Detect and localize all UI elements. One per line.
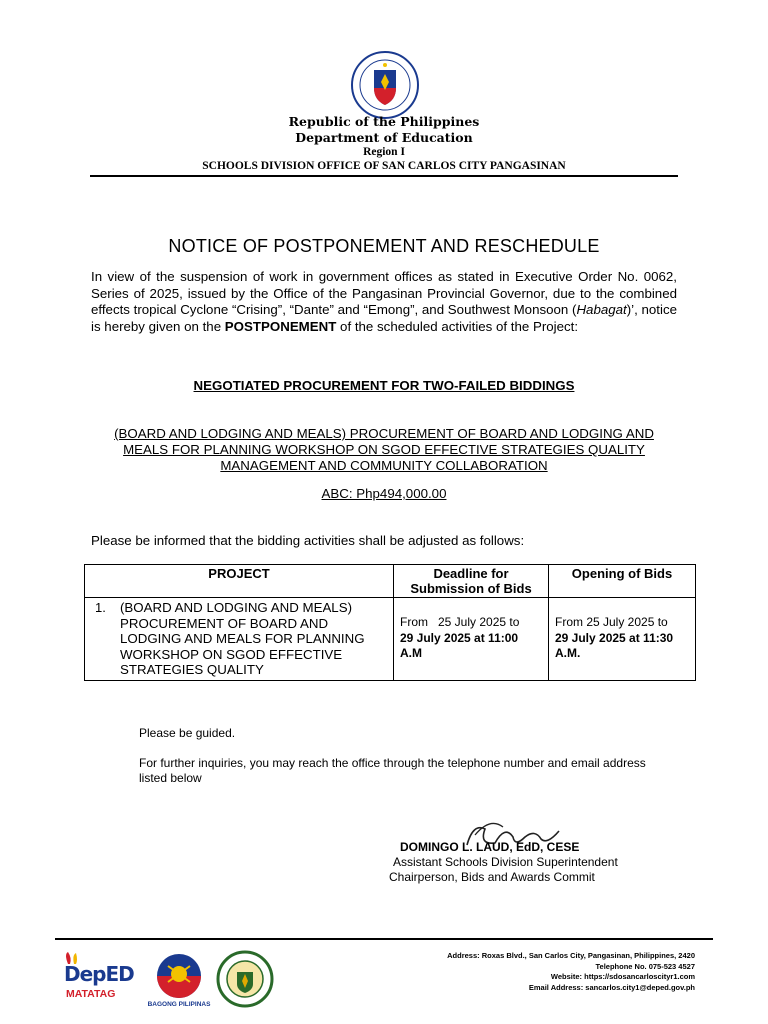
header-department: Department of Education (295, 130, 473, 145)
header-republic: Republic of the Philippines (288, 114, 480, 129)
cell-opening: From 25 July 2025 to 29 July 2025 at 11:30 A.M. (549, 598, 696, 681)
deped-seal-logo (350, 50, 420, 120)
project-title-line: MANAGEMENT AND COMMUNITY COLLABORATION (220, 458, 548, 473)
header-project: PROJECT (85, 565, 394, 598)
footer-telephone: Telephone No. 075-523 4527 (595, 961, 695, 971)
bagong-pilipinas-logo (146, 952, 212, 1012)
deped-matatag-logo (60, 952, 140, 1012)
project-title-line: MEALS FOR PLANNING WORKSHOP ON SGOD EFFECTIVE STRATEGIES QUALITY (123, 442, 645, 457)
cell-project (85, 598, 394, 681)
footer-contact (447, 951, 695, 993)
row-project: (BOARD AND LODGING AND MEALS) PROCUREMENT OF BOARD AND LODGING AND MEALS FOR PLANNING WORKSHOP ON SGOD EFFECTIVE STRATEGIES QUALITY (120, 600, 365, 677)
table-row (85, 598, 696, 681)
inquiries-text: For further inquiries, you may reach the office through the telephone number and email address listed below (139, 756, 646, 785)
header-deadline: Deadline for Submission of Bids (394, 565, 549, 598)
footer-email: Email Address: sancarlos.city1@deped.gov.ph (528, 982, 695, 992)
bidding-schedule-table (84, 564, 696, 681)
table-header-row (85, 565, 696, 598)
abc-amount: ABC: Php494,000.00 (321, 486, 447, 501)
intro-paragraph: In view of the suspension of work in government offices as stated in Executive Order No. 0062, Series of 2025, issued by the Office of the Pangasinan Provincial Governor, due to the combined effects tropical Cyclone “Crising”, “Dante” and “Emong”, and Southwest Monsoon (Habagat)’, notice is hereby given on the POSTPONEMENT of the scheduled activities of the Project: (91, 269, 678, 334)
deped-wordmark: DepED (64, 962, 134, 986)
footer-website: Website: https://sdosancarloscityr1.com (550, 972, 695, 981)
guided-text: Please be guided. (139, 726, 236, 740)
signatory-title: Assistant Schools Division Superintendent (393, 855, 618, 869)
sdo-seal-logo (216, 950, 274, 1008)
bagong-pilipinas-text: BAGONG PILIPINAS (147, 1001, 211, 1008)
adjust-text: Please be informed that the bidding activities shall be adjusted as follows: (91, 533, 525, 548)
project-title (0, 426, 768, 474)
footer-address: Address: Roxas Blvd., San Carlos City, Pangasinan, Philippines, 2420 (447, 951, 695, 960)
procurement-mode: NEGOTIATED PROCUREMENT FOR TWO-FAILED BIDDINGS (193, 378, 575, 393)
header-sdo: SCHOOLS DIVISION OFFICE OF SAN CARLOS CITY PANGASINAN (202, 160, 566, 172)
header-divider (90, 175, 678, 177)
signatory-name: DOMINGO L. LAUD, EdD, CESE (400, 840, 580, 854)
footer-divider (55, 938, 713, 940)
header-region: Region I (363, 146, 405, 158)
header-opening: Opening of Bids (549, 565, 696, 598)
matatag-wordmark: MATATAG (66, 988, 116, 1000)
project-title-line: (BOARD AND LODGING AND MEALS) PROCUREMENT OF BOARD AND LODGING AND (114, 426, 654, 441)
signatory-role: Chairperson, Bids and Awards Commit (389, 870, 595, 884)
row-number: 1. (95, 600, 106, 615)
notice-title: NOTICE OF POSTPONEMENT AND RESCHEDULE (168, 236, 600, 256)
cell-deadline: From 25 July 2025 to 29 July 2025 at 11:00 A.M (394, 598, 549, 681)
